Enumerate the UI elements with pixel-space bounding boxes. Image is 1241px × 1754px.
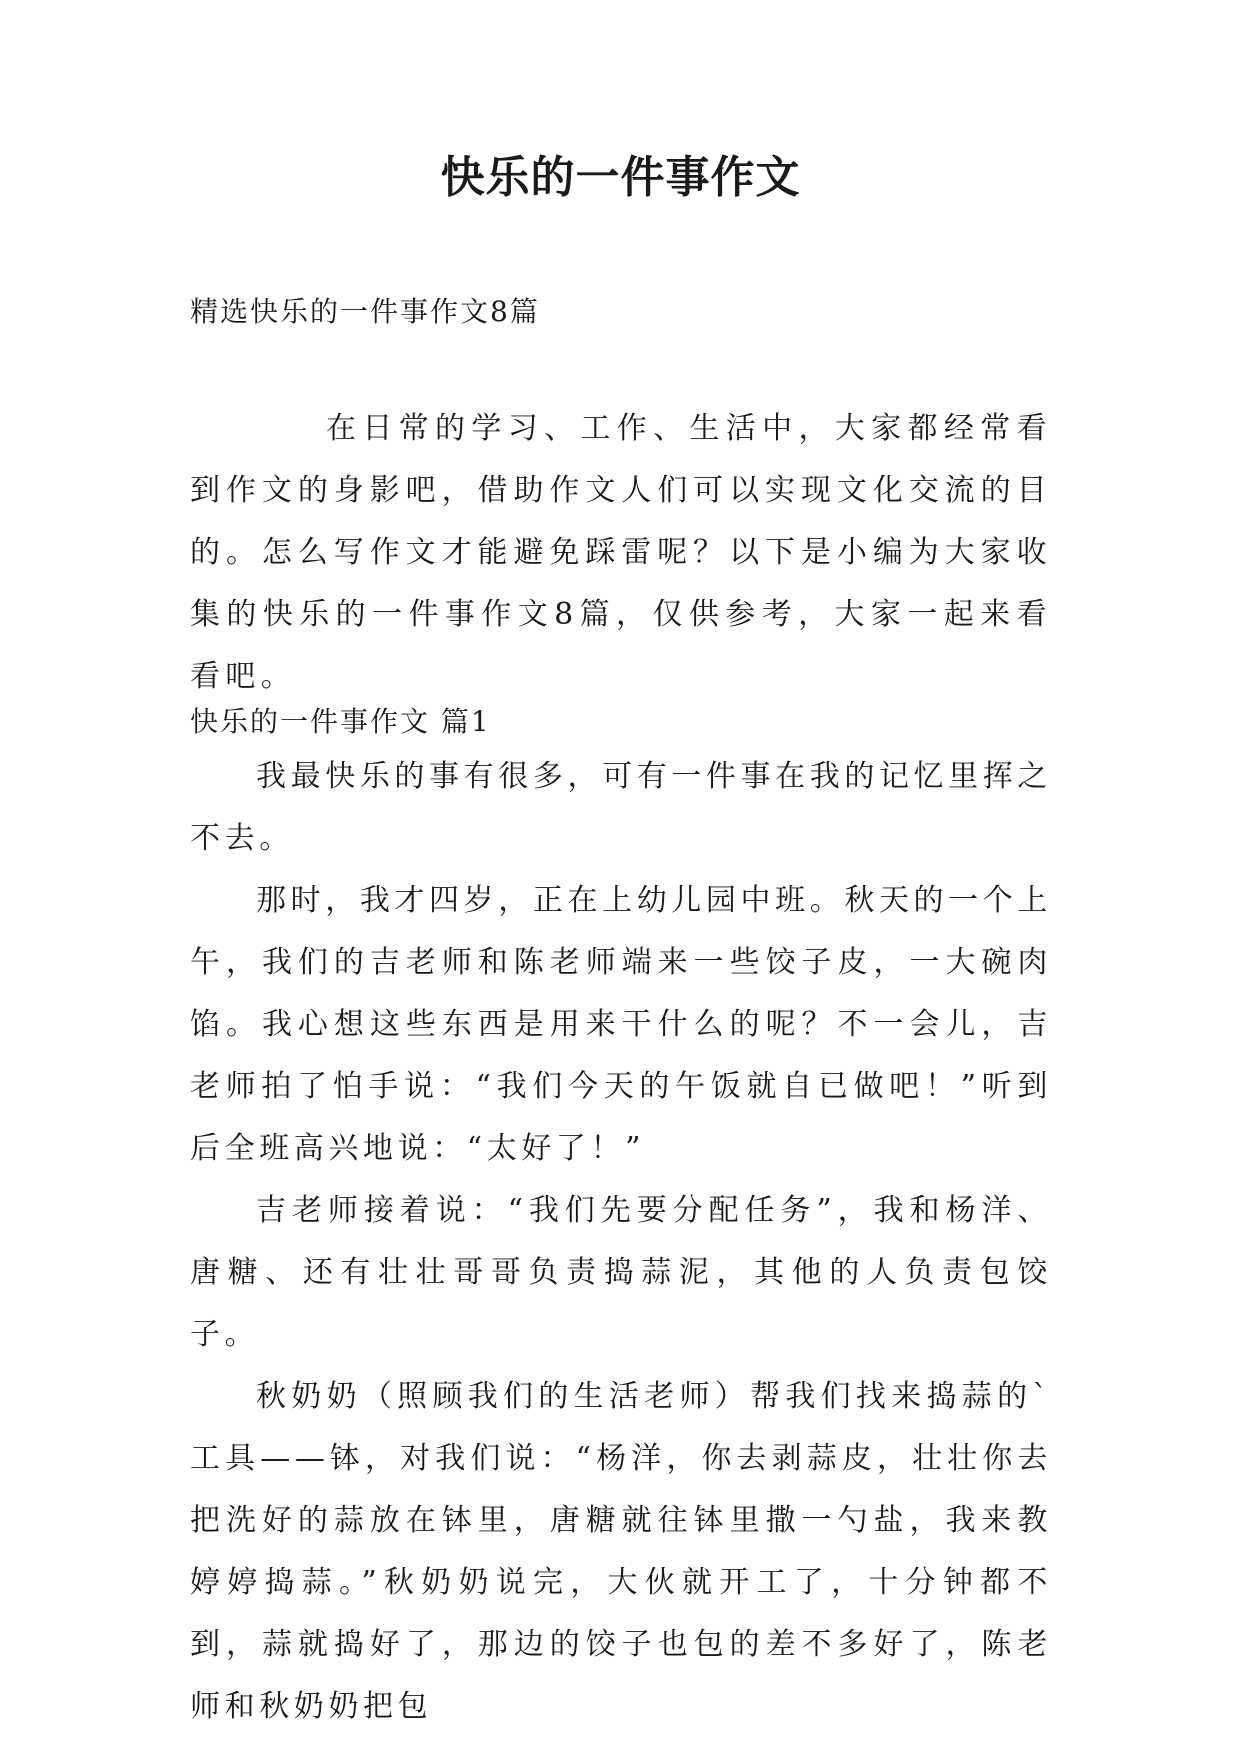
section-heading: 快乐的一件事作文 篇1 xyxy=(190,705,491,738)
essay-paragraph-4: 秋奶奶（照顾我们的生活老师）帮我们找来捣蒜的`工具——钵，对我们说：“杨洋，你去剥蒜皮，壮壮你去把洗好的蒜放在钵里，唐糖就往钵里撒一勺盐，我来教婷婷捣蒜。”秋奶奶说完，大伙就开工了，十分钟都不到，蒜就捣好了，那边的饺子也包的差不多好了，陈老师和秋奶奶把包 xyxy=(190,1379,1052,1724)
essay-body xyxy=(190,746,1052,1738)
document-title: 快乐的一件事作文 xyxy=(440,152,801,203)
document-subtitle: 精选快乐的一件事作文8篇 xyxy=(190,295,540,328)
essay-paragraph-2: 那时，我才四岁，正在上幼儿园中班。秋天的一个上午，我们的吉老师和陈老师端来一些饺子皮，一大碗肉馅。我心想这些东西是用来干什么的呢？不一会儿，吉老师拍了怕手说：“我们今天的午饭就自已做吧！”听到后全班高兴地说：“太好了！” xyxy=(190,883,1052,1166)
essay-paragraph-3: 吉老师接着说：“我们先要分配任务”，我和杨洋、唐糖、还有壮壮哥哥负责捣蒜泥，其他的人负责包饺子。 xyxy=(190,1193,1052,1352)
intro-block xyxy=(190,398,1052,708)
essay-paragraph-1: 我最快乐的事有很多，可有一件事在我的记忆里挥之不去。 xyxy=(190,759,1052,856)
intro-paragraph: 在日常的学习、工作、生活中，大家都经常看到作文的身影吧，借助作文人们可以实现文化交流的目的。怎么写作文才能避免踩雷呢？以下是小编为大家收集的快乐的一件事作文8篇，仅供参考，大家一起来看看吧。 xyxy=(190,411,1052,694)
